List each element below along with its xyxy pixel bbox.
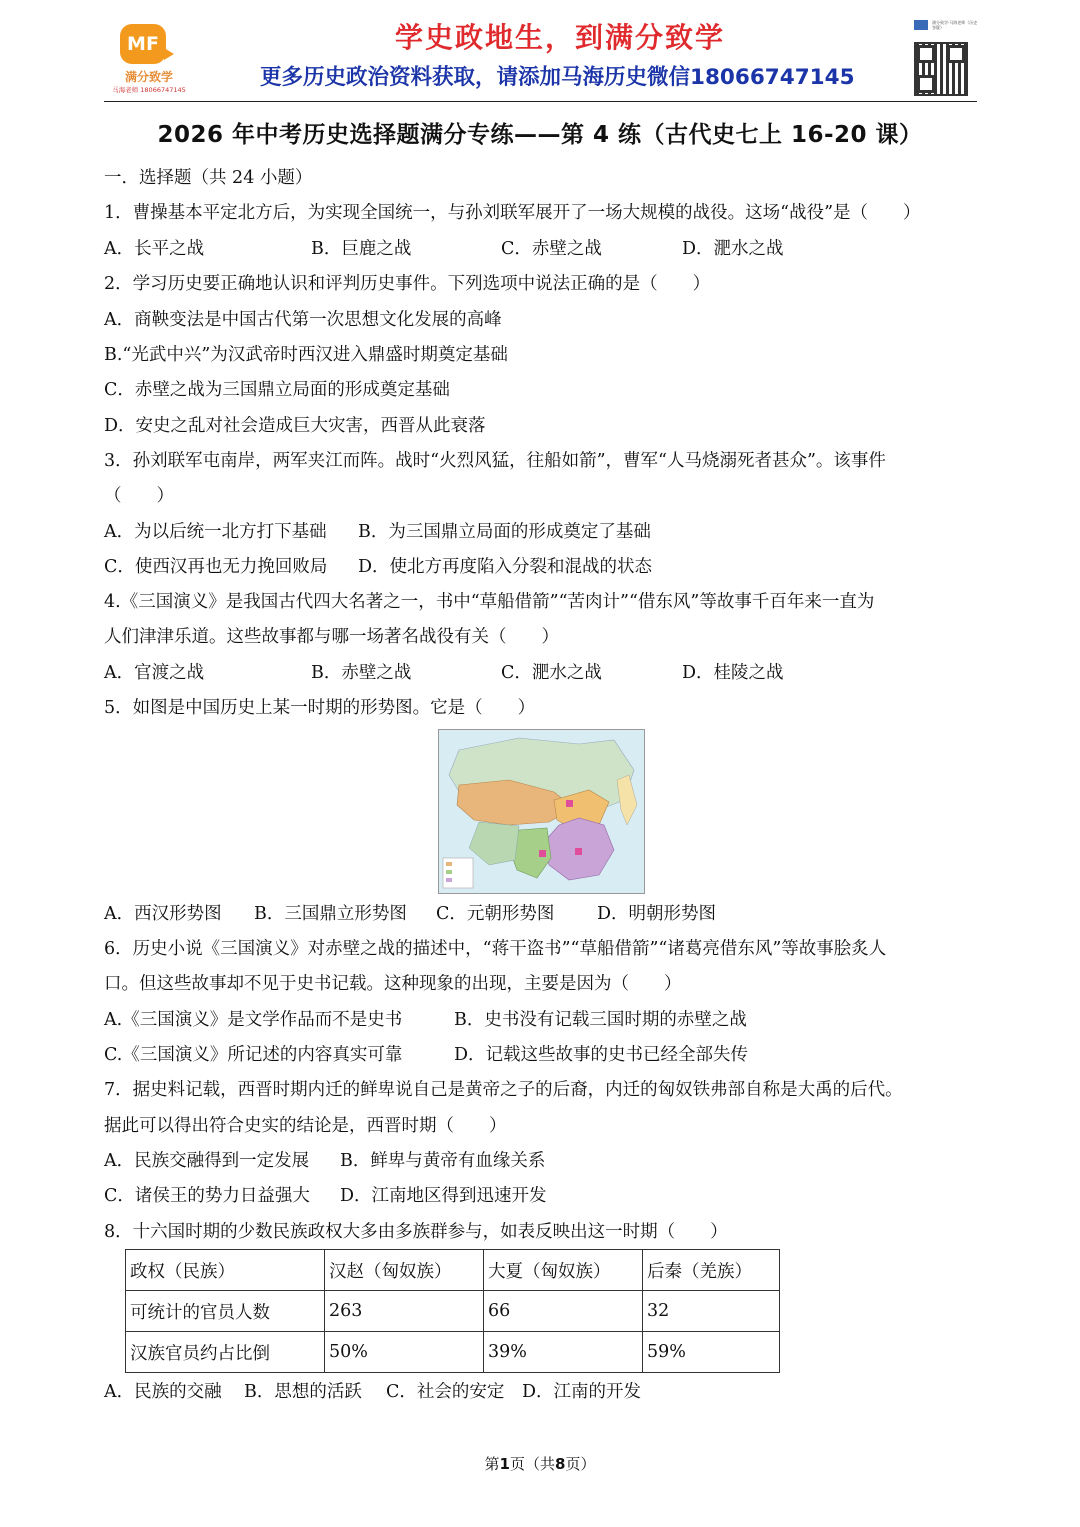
brand-logo [112,24,186,94]
logo-name: 满分致学 [124,70,173,84]
table-row [126,1332,780,1373]
question-3-stem: 3．孙刘联军屯南岸，两军夹江而阵。战时“火烈风猛，往船如箭”，曹军“人马烧溺死者甚众”。该事件 [104,451,886,471]
option[interactable]: B．巨鹿之战 [311,239,412,259]
table-cell: 大夏（匈奴族） [484,1250,643,1291]
option[interactable]: D．安史之乱对社会造成巨大灾害，西晋从此衰落 [104,416,486,436]
option[interactable]: A．民族的交融 [104,1382,222,1402]
page-footer [0,1453,1080,1474]
option[interactable]: B．赤壁之战 [311,663,412,683]
header-contact: 更多历史政治资料获取，请添加马海历史微信18066747145 [260,65,855,90]
option[interactable]: A．西汉形势图 [104,904,222,924]
question-4-stem: 4.《三国演义》是我国古代四大名著之一，书中“草船借箭”“苦肉计”“借东风”等故事千百年来一直为 [104,592,875,612]
footer-page-number: 1 [499,1455,510,1473]
logo-phone: 马海老师 18066747145 [112,86,186,94]
option[interactable]: D．桂陵之战 [682,663,784,683]
option[interactable]: A.《三国演义》是文学作品而不是史书 [104,1010,403,1030]
question-4-stem-cont: 人们津津乐道。这些故事都与哪一场著名战役有关（ ） [104,627,559,647]
table-cell: 32 [643,1291,780,1332]
question-5-stem: 5．如图是中国历史上某一时期的形势图。它是（ ） [104,698,536,718]
question-7-stem: 7．据史料记载，西晋时期内迁的鲜卑说自己是黄帝之子的后裔，内迁的匈奴铁弗部自称是大禹的后代。 [104,1080,903,1100]
table-cell: 39% [484,1332,643,1373]
option[interactable]: B．思想的活跃 [244,1382,362,1402]
table-row [126,1291,780,1332]
table-cell: 263 [325,1291,484,1332]
option[interactable]: D．江南地区得到迅速开发 [340,1186,547,1206]
qr-thumbnail-icon [914,20,928,30]
option[interactable]: C．赤壁之战为三国鼎立局面的形成奠定基础 [104,380,450,400]
question-6-stem: 6．历史小说《三国演义》对赤壁之战的描述中，“蒋干盗书”“草船借箭”“诸葛亮借东风”等故事脍炙人 [104,939,887,959]
option[interactable]: A．官渡之战 [104,663,205,683]
table-cell: 50% [325,1332,484,1373]
table-cell: 59% [643,1332,780,1373]
page-header [0,0,1080,104]
option[interactable]: C．元朝形势图 [436,904,555,924]
option[interactable]: A．商鞅变法是中国古代第一次思想文化发展的高峰 [104,310,502,330]
option[interactable]: D．淝水之战 [682,239,784,259]
table-cell: 政权（民族） [126,1250,325,1291]
table-cell: 后秦（羌族） [643,1250,780,1291]
footer-suffix: 页） [565,1455,596,1473]
option[interactable]: B．为三国鼎立局面的形成奠定了基础 [358,522,651,542]
qr-code-icon [914,42,968,96]
question-1-stem: 1．曹操基本平定北方后，为实现全国统一，与孙刘联军展开了一场大规模的战役。这场“战役”是（ ） [104,203,921,223]
option[interactable]: B．史书没有记载三国时期的赤壁之战 [454,1010,747,1030]
qr-caption: 满分致学·马海老师（历史答疑） [932,20,978,30]
data-table [125,1249,780,1373]
question-6-stem-cont: 口。但这些故事却不见于史书记载。这种现象的出现，主要是因为（ ） [104,974,682,994]
option[interactable]: A．民族交融得到一定发展 [104,1151,310,1171]
option[interactable]: B．鲜卑与黄帝有血缘关系 [340,1151,546,1171]
footer-total-pages: 8 [555,1455,566,1473]
option[interactable]: C．赤壁之战 [501,239,602,259]
table-cell: 汉族官员约占比倒 [126,1332,325,1373]
option[interactable]: D．使北方再度陷入分裂和混战的状态 [358,557,653,577]
page-title: 2026 年中考历史选择题满分专练——第 4 练（古代史七上 16-20 课） [157,122,923,148]
table-cell: 可统计的官员人数 [126,1291,325,1332]
option[interactable]: C．使西汉再也无力挽回败局 [104,557,328,577]
option[interactable]: C．社会的安定 [386,1382,505,1402]
section-heading: 一．选择题（共 24 小题） [104,168,313,188]
header-divider [104,101,977,102]
option[interactable]: C．诸侯王的势力日益强大 [104,1186,310,1206]
footer-prefix: 第 [484,1455,500,1473]
qr-code-block [914,20,978,100]
logo-badge: MF [120,24,166,64]
table-cell: 66 [484,1291,643,1332]
option[interactable]: B.“光武中兴”为汉武帝时西汉进入鼎盛时期奠定基础 [104,345,508,365]
option[interactable]: C.《三国演义》所记述的内容真实可靠 [104,1045,403,1065]
question-2-stem: 2．学习历史要正确地认识和评判历史事件。下列选项中说法正确的是（ ） [104,274,711,294]
option[interactable]: B．三国鼎立形势图 [254,904,407,924]
option[interactable]: D．记载这些故事的史书已经全部失传 [454,1045,749,1065]
question-8-stem: 8．十六国时期的少数民族政权大多由多族群参与，如表反映出这一时期（ ） [104,1222,728,1242]
option[interactable]: D．江南的开发 [522,1382,642,1402]
footer-mid: 页（共 [509,1455,555,1473]
option[interactable]: D．明朝形势图 [597,904,717,924]
map-graphic [439,730,644,893]
option[interactable]: A．长平之战 [104,239,205,259]
option[interactable]: C．淝水之战 [501,663,602,683]
historical-map-image [438,729,645,894]
question-3-stem-cont: （ ） [104,486,174,506]
header-slogan: 学史政地生，到满分致学 [394,21,725,54]
option[interactable]: A．为以后统一北方打下基础 [104,522,327,542]
table-header-row [126,1250,780,1291]
table-cell: 汉赵（匈奴族） [325,1250,484,1291]
question-7-stem-cont: 据此可以得出符合史实的结论是，西晋时期（ ） [104,1116,507,1136]
